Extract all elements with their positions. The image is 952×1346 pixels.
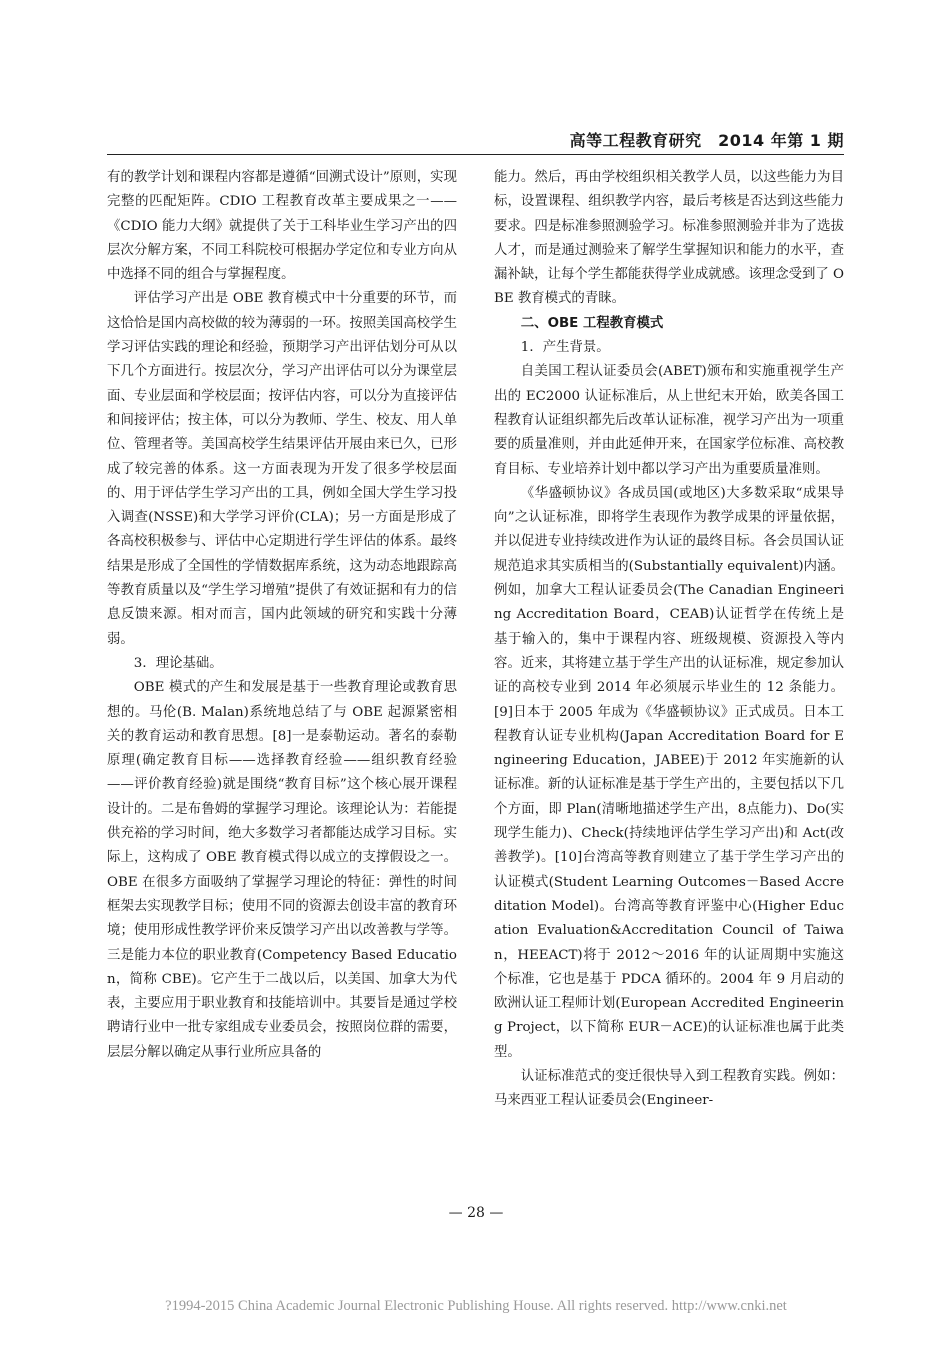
left-paragraph-1: 有的教学计划和课程内容都是遵循“回溯式设计”原则，实现完整的匹配矩阵。CDIO 工程教育改革主要成果之一——《CDIO 能力大纲》就提供了关于工科毕业生学习产出的四层次分解方案，不同工科院校可根据办学定位和专业方向从中选择不同的组合与掌握程度。	[107, 170, 457, 283]
journal-header: 高等工程教育研究 2014 年第 1 期	[569, 131, 844, 150]
page-number: — 28 —	[448, 1205, 504, 1221]
section-1-title: 1．产生背景。	[520, 340, 610, 356]
right-paragraph-3: 《华盛顿协议》各成员国(或地区)大多数采取“成果导向”之认证标准，即将学生表现作为教学成果的评量依据，并以促进专业持续改进作为认证的最终目标。各会员国认证规范追求其实质相当的(Substantially equivalent)内涵。例如，加拿大工程认证委员会(The Canadian Engineering Accreditation Board，CEAB)认证哲学在传统上是基于输入的，集中于课程内容、班级规模、资源投入等内容。近来，其将建立基于学生产出的认证标准，规定参加认证的高校专业到 2014 年必须展示毕业生的 12 条能力。[9]日本于 2005 年成为《华盛顿协议》正式成员。日本工程教育认证专业机构(Japan Accreditation Board for Engineering Education，JABEE)于 2012 年实施新的认证标准。新的认证标准是基于学生产出的，主要包括以下几个方面，即 Plan(清晰地描述学生产出，8点能力)、Do(实现学生能力)、Check(持续地评估学生学习产出)和 Act(改善教学)。[10]台湾高等教育则建立了基于学生学习产出的认证模式(Student Learning Outcomes－Based Accreditation Model)。台湾高等教育评鉴中心(Higher Education Evaluation&Accreditation Council of Taiwan，HEEACT)将于 2012～2016 年的认证周期中实施这个标准，它也是基于 PDCA 循环的。2004 年 9 月启动的欧洲认证工程师计划(European Accredited Engineering Project，以下简称 EUR－ACE)的认证标准也属于此类型。	[494, 485, 844, 1060]
left-column	[107, 166, 457, 1065]
left-paragraph-2: 评估学习产出是 OBE 教育模式中十分重要的环节，而这恰恰是国内高校做的较为薄弱的一环。按照美国高校学生学习评估实践的理论和经验，预期学习产出评估划分可从以下几个方面进行。按层次分，学习产出评估可以分为课堂层面、专业层面和学校层面；按评估内容，可以分为直接评估和间接评估；按主体，可以分为教师、学生、校友、用人单位、管理者等。美国高校学生结果评估开展由来已久，已形成了较完善的体系。这一方面表现为开发了很多学校层面的、用于评估学生学习产出的工具，例如全国大学生学习投入调查(NSSE)和大学学习评价(CLA)；另一方面是形成了各高校积极参与、评估中心定期进行学生评估的体系。最终结果是形成了全国性的学情数据库系统，这为动态地跟踪高等教育质量以及“学生学习增殖”提供了有效证据和有力的信息反馈来源。相对而言，国内此领域的研究和实践十分薄弱。	[107, 291, 457, 647]
section-heading-obe: 二、OBE 工程教育模式	[520, 315, 664, 331]
section-3-title: 3．理论基础。	[133, 655, 223, 671]
right-paragraph-2: 自美国工程认证委员会(ABET)颁布和实施重视学生产出的 EC2000 认证标准后，从上世纪末开始，欧美各国工程教育认证组织都先后改革认证标准，视学习产出为一项重要的质量准则，并由此延伸开来，在国家学位标准、高校教育目标、专业培养计划中都以学习产出为重要质量准则。	[494, 364, 844, 477]
copyright-footer: ?1994-2015 China Academic Journal Electronic Publishing House. All rights reserved. http://www.cnki.net	[165, 1298, 787, 1314]
right-paragraph-4: 认证标准范式的变迁很快导入到工程教育实践。例如：马来西亚工程认证委员会(Engineer-	[494, 1068, 844, 1109]
header-rule	[107, 154, 844, 155]
right-paragraph-1: 能力。然后，再由学校组织相关教学人员，以这些能力为目标，设置课程、组织教学内容，最后考核是否达到这些能力要求。四是标准参照测验学习。标准参照测验并非为了选拔人才，而是通过测验来了解学生掌握知识和能力的水平，查漏补缺，让每个学生都能获得学业成就感。该理念受到了 OBE 教育模式的青睐。	[494, 170, 844, 307]
left-paragraph-3: OBE 模式的产生和发展是基于一些教育理论或教育思想的。马伦(B. Malan)系统地总结了与 OBE 起源紧密相关的教育运动和教育思想。[8]一是泰勒运动。著名的泰勒原理(确定教育目标——选择教育经验——组织教育经验——评价教育经验)就是围绕“教育目标”这个核心展开课程设计的。二是布鲁姆的掌握学习理论。该理论认为：若能提供充裕的学习时间，绝大多数学习者都能达成学习目标。实际上，这构成了 OBE 教育模式得以成立的支撑假设之一。OBE 在很多方面吸纳了掌握学习理论的特征：弹性的时间框架去实现教学目标；使用不同的资源去创设丰富的教育环境；使用形成性教学评价来反馈学习产出以改善教与学等。三是能力本位的职业教育(Competency Based Education，简称 CBE)。它产生于二战以后，以美国、加拿大为代表，主要应用于职业教育和技能培训中。其要旨是通过学校聘请行业中一批专家组成专业委员会，按照岗位群的需要，层层分解以确定从事行业所应具备的	[107, 680, 457, 1060]
right-column	[494, 166, 844, 1114]
